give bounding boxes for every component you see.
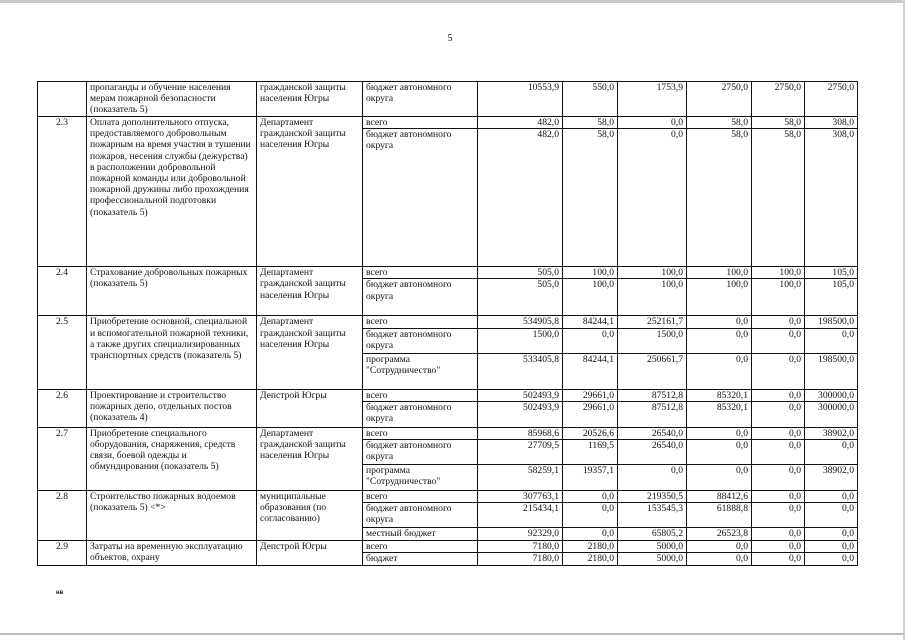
table-row bbox=[38, 82, 858, 117]
row-number: 2.8 bbox=[38, 491, 87, 541]
footer-mark: нв bbox=[56, 590, 64, 596]
amount-cell: 100,0 bbox=[687, 267, 752, 279]
funding-source: бюджет автономного округа bbox=[363, 401, 478, 427]
amount-cell: 1169,5 bbox=[563, 440, 618, 465]
amount-cell: 0,0 bbox=[563, 503, 618, 528]
amount-cell: 2180,0 bbox=[563, 553, 618, 565]
amount-cell: 7180,0 bbox=[478, 553, 563, 565]
funding-source: всего bbox=[363, 491, 478, 503]
measure-name: Оплата дополнительного отпуска, предоставляемого добровольным пожарным на время участия в тушении пожаров, несения службы (дежурства) в расположении добровольной пожарной команды или добровольной пожарной дружины либо прохождения профессиональной подготовки (показатель 5) bbox=[87, 117, 257, 267]
amount-cell: 2750,0 bbox=[752, 82, 805, 117]
table-row bbox=[38, 316, 858, 328]
funding-source: программа "Сотрудничество" bbox=[363, 465, 478, 491]
amount-cell: 300000,0 bbox=[805, 389, 858, 401]
scan-edge-bottom bbox=[0, 633, 905, 635]
amount-cell: 84244,1 bbox=[563, 316, 618, 328]
amount-cell: 26523,8 bbox=[687, 528, 752, 541]
amount-cell: 2180,0 bbox=[563, 541, 618, 553]
amount-cell: 0,0 bbox=[687, 541, 752, 553]
funding-source: бюджет автономного округа bbox=[363, 328, 478, 353]
amount-cell: 38902,0 bbox=[805, 465, 858, 491]
amount-cell: 0,0 bbox=[618, 117, 687, 129]
amount-cell: 505,0 bbox=[478, 279, 563, 316]
amount-cell: 58,0 bbox=[752, 129, 805, 267]
funding-source: всего bbox=[363, 316, 478, 328]
amount-cell: 0,0 bbox=[805, 528, 858, 541]
amount-cell: 0,0 bbox=[752, 389, 805, 401]
amount-cell: 534905,8 bbox=[478, 316, 563, 328]
amount-cell: 308,0 bbox=[805, 117, 858, 129]
amount-cell: 85968,6 bbox=[478, 427, 563, 439]
funding-source: всего bbox=[363, 389, 478, 401]
measure-name: Затраты на временную эксплуатацию объектов, охрану bbox=[87, 541, 257, 565]
amount-cell: 29661,0 bbox=[563, 389, 618, 401]
amount-cell: 0,0 bbox=[563, 491, 618, 503]
executor: Департамент гражданской защиты населения Югры bbox=[257, 267, 363, 316]
amount-cell: 0,0 bbox=[687, 353, 752, 389]
amount-cell: 0,0 bbox=[618, 465, 687, 491]
amount-cell: 0,0 bbox=[805, 541, 858, 553]
amount-cell: 300000,0 bbox=[805, 401, 858, 427]
row-number: 2.5 bbox=[38, 316, 87, 389]
amount-cell: 0,0 bbox=[563, 328, 618, 353]
amount-cell: 88412,6 bbox=[687, 491, 752, 503]
amount-cell: 58,0 bbox=[563, 129, 618, 267]
amount-cell: 0,0 bbox=[805, 491, 858, 503]
funding-source: всего bbox=[363, 267, 478, 279]
amount-cell: 100,0 bbox=[618, 279, 687, 316]
amount-cell: 502493,9 bbox=[478, 401, 563, 427]
table-row bbox=[38, 541, 858, 553]
table-row bbox=[38, 427, 858, 439]
funding-source: бюджет автономного округа bbox=[363, 440, 478, 465]
amount-cell: 58,0 bbox=[563, 117, 618, 129]
funding-source: всего bbox=[363, 427, 478, 439]
amount-cell: 2750,0 bbox=[687, 82, 752, 117]
amount-cell: 307763,1 bbox=[478, 491, 563, 503]
measure-name: пропаганды и обучение населения мерам пожарной безопасности (показатель 5) bbox=[87, 82, 257, 117]
row-number bbox=[38, 82, 87, 117]
amount-cell: 0,0 bbox=[563, 528, 618, 541]
amount-cell: 2750,0 bbox=[805, 82, 858, 117]
executor: Депстрой Югры bbox=[257, 541, 363, 565]
row-number: 2.9 bbox=[38, 541, 87, 565]
amount-cell: 100,0 bbox=[752, 267, 805, 279]
amount-cell: 65805,2 bbox=[618, 528, 687, 541]
amount-cell: 0,0 bbox=[687, 440, 752, 465]
amount-cell: 20526,6 bbox=[563, 427, 618, 439]
amount-cell: 0,0 bbox=[752, 328, 805, 353]
table-body bbox=[38, 82, 858, 566]
amount-cell: 0,0 bbox=[805, 503, 858, 528]
amount-cell: 105,0 bbox=[805, 267, 858, 279]
executor: Депстрой Югры bbox=[257, 389, 363, 427]
amount-cell: 26540,0 bbox=[618, 427, 687, 439]
amount-cell: 84244,1 bbox=[563, 353, 618, 389]
amount-cell: 87512,8 bbox=[618, 401, 687, 427]
amount-cell: 10553,9 bbox=[478, 82, 563, 117]
row-number: 2.7 bbox=[38, 427, 87, 490]
amount-cell: 0,0 bbox=[618, 129, 687, 267]
amount-cell: 0,0 bbox=[752, 401, 805, 427]
amount-cell: 219350,5 bbox=[618, 491, 687, 503]
funding-source: всего bbox=[363, 541, 478, 553]
funding-source: бюджет автономного округа bbox=[363, 82, 478, 117]
amount-cell: 1500,0 bbox=[478, 328, 563, 353]
executor: Департамент гражданской защиты населения Югры bbox=[257, 117, 363, 267]
amount-cell: 198500,0 bbox=[805, 353, 858, 389]
table-row bbox=[38, 117, 858, 129]
amount-cell: 0,0 bbox=[752, 553, 805, 565]
amount-cell: 0,0 bbox=[752, 353, 805, 389]
table-row bbox=[38, 389, 858, 401]
amount-cell: 105,0 bbox=[805, 279, 858, 316]
amount-cell: 100,0 bbox=[618, 267, 687, 279]
funding-source: местный бюджет bbox=[363, 528, 478, 541]
amount-cell: 198500,0 bbox=[805, 316, 858, 328]
amount-cell: 550,0 bbox=[563, 82, 618, 117]
amount-cell: 0,0 bbox=[752, 541, 805, 553]
amount-cell: 0,0 bbox=[805, 553, 858, 565]
amount-cell: 252161,7 bbox=[618, 316, 687, 328]
amount-cell: 482,0 bbox=[478, 129, 563, 267]
scan-edge-top bbox=[0, 0, 905, 3]
funding-source: бюджет автономного округа bbox=[363, 129, 478, 267]
amount-cell: 505,0 bbox=[478, 267, 563, 279]
funding-source: бюджет автономного округа bbox=[363, 279, 478, 316]
amount-cell: 0,0 bbox=[687, 465, 752, 491]
measure-name: Проектирование и строительство пожарных депо, отдельных постов (показатель 4) bbox=[87, 389, 257, 427]
amount-cell: 0,0 bbox=[687, 316, 752, 328]
amount-cell: 0,0 bbox=[687, 427, 752, 439]
amount-cell: 0,0 bbox=[752, 503, 805, 528]
amount-cell: 533405,8 bbox=[478, 353, 563, 389]
row-number: 2.4 bbox=[38, 267, 87, 316]
amount-cell: 100,0 bbox=[687, 279, 752, 316]
amount-cell: 482,0 bbox=[478, 117, 563, 129]
measure-name: Приобретение основной, специальной и вспомогательной пожарной техники, а также других специализированных транспортных средств (показатель 5) bbox=[87, 316, 257, 389]
amount-cell: 0,0 bbox=[752, 427, 805, 439]
amount-cell: 100,0 bbox=[563, 279, 618, 316]
funding-source: всего bbox=[363, 117, 478, 129]
measure-name: Приобретение специального оборудования, снаряжения, средств связи, боевой одежды и обмундирования (показатель 5) bbox=[87, 427, 257, 490]
amount-cell: 0,0 bbox=[752, 491, 805, 503]
executor: гражданской защиты населения Югры bbox=[257, 82, 363, 117]
amount-cell: 26540,0 bbox=[618, 440, 687, 465]
amount-cell: 7180,0 bbox=[478, 541, 563, 553]
page-number: 5 bbox=[447, 33, 453, 44]
amount-cell: 85320,1 bbox=[687, 389, 752, 401]
amount-cell: 5000,0 bbox=[618, 553, 687, 565]
amount-cell: 29661,0 bbox=[563, 401, 618, 427]
measure-name: Страхование добровольных пожарных (показатель 5) bbox=[87, 267, 257, 316]
amount-cell: 1500,0 bbox=[618, 328, 687, 353]
amount-cell: 87512,8 bbox=[618, 389, 687, 401]
amount-cell: 0,0 bbox=[752, 316, 805, 328]
budget-table bbox=[37, 81, 858, 566]
executor: Департамент гражданской защиты населения Югры bbox=[257, 316, 363, 389]
amount-cell: 0,0 bbox=[687, 328, 752, 353]
amount-cell: 308,0 bbox=[805, 129, 858, 267]
row-number: 2.3 bbox=[38, 117, 87, 267]
executor: муниципальные образования (по согласованию) bbox=[257, 491, 363, 541]
amount-cell: 250661,7 bbox=[618, 353, 687, 389]
amount-cell: 38902,0 bbox=[805, 427, 858, 439]
amount-cell: 58259,1 bbox=[478, 465, 563, 491]
amount-cell: 100,0 bbox=[563, 267, 618, 279]
amount-cell: 0,0 bbox=[752, 528, 805, 541]
amount-cell: 502493,9 bbox=[478, 389, 563, 401]
executor: Департамент гражданской защиты населения Югры bbox=[257, 427, 363, 490]
amount-cell: 92329,0 bbox=[478, 528, 563, 541]
amount-cell: 61888,8 bbox=[687, 503, 752, 528]
amount-cell: 0,0 bbox=[805, 440, 858, 465]
amount-cell: 1753,9 bbox=[618, 82, 687, 117]
amount-cell: 19357,1 bbox=[563, 465, 618, 491]
amount-cell: 58,0 bbox=[687, 129, 752, 267]
funding-source: программа "Сотрудничество" bbox=[363, 353, 478, 389]
amount-cell: 0,0 bbox=[805, 328, 858, 353]
amount-cell: 85320,1 bbox=[687, 401, 752, 427]
amount-cell: 58,0 bbox=[752, 117, 805, 129]
amount-cell: 215434,1 bbox=[478, 503, 563, 528]
amount-cell: 27709,5 bbox=[478, 440, 563, 465]
amount-cell: 0,0 bbox=[752, 440, 805, 465]
row-number: 2.6 bbox=[38, 389, 87, 427]
funding-source: бюджет автономного округа bbox=[363, 503, 478, 528]
table-row bbox=[38, 491, 858, 503]
amount-cell: 5000,0 bbox=[618, 541, 687, 553]
amount-cell: 0,0 bbox=[752, 465, 805, 491]
funding-source: бюджет bbox=[363, 553, 478, 565]
amount-cell: 58,0 bbox=[687, 117, 752, 129]
amount-cell: 100,0 bbox=[752, 279, 805, 316]
amount-cell: 0,0 bbox=[687, 553, 752, 565]
measure-name: Строительство пожарных водоемов (показатель 5) <*> bbox=[87, 491, 257, 541]
table-row bbox=[38, 267, 858, 279]
amount-cell: 153545,3 bbox=[618, 503, 687, 528]
